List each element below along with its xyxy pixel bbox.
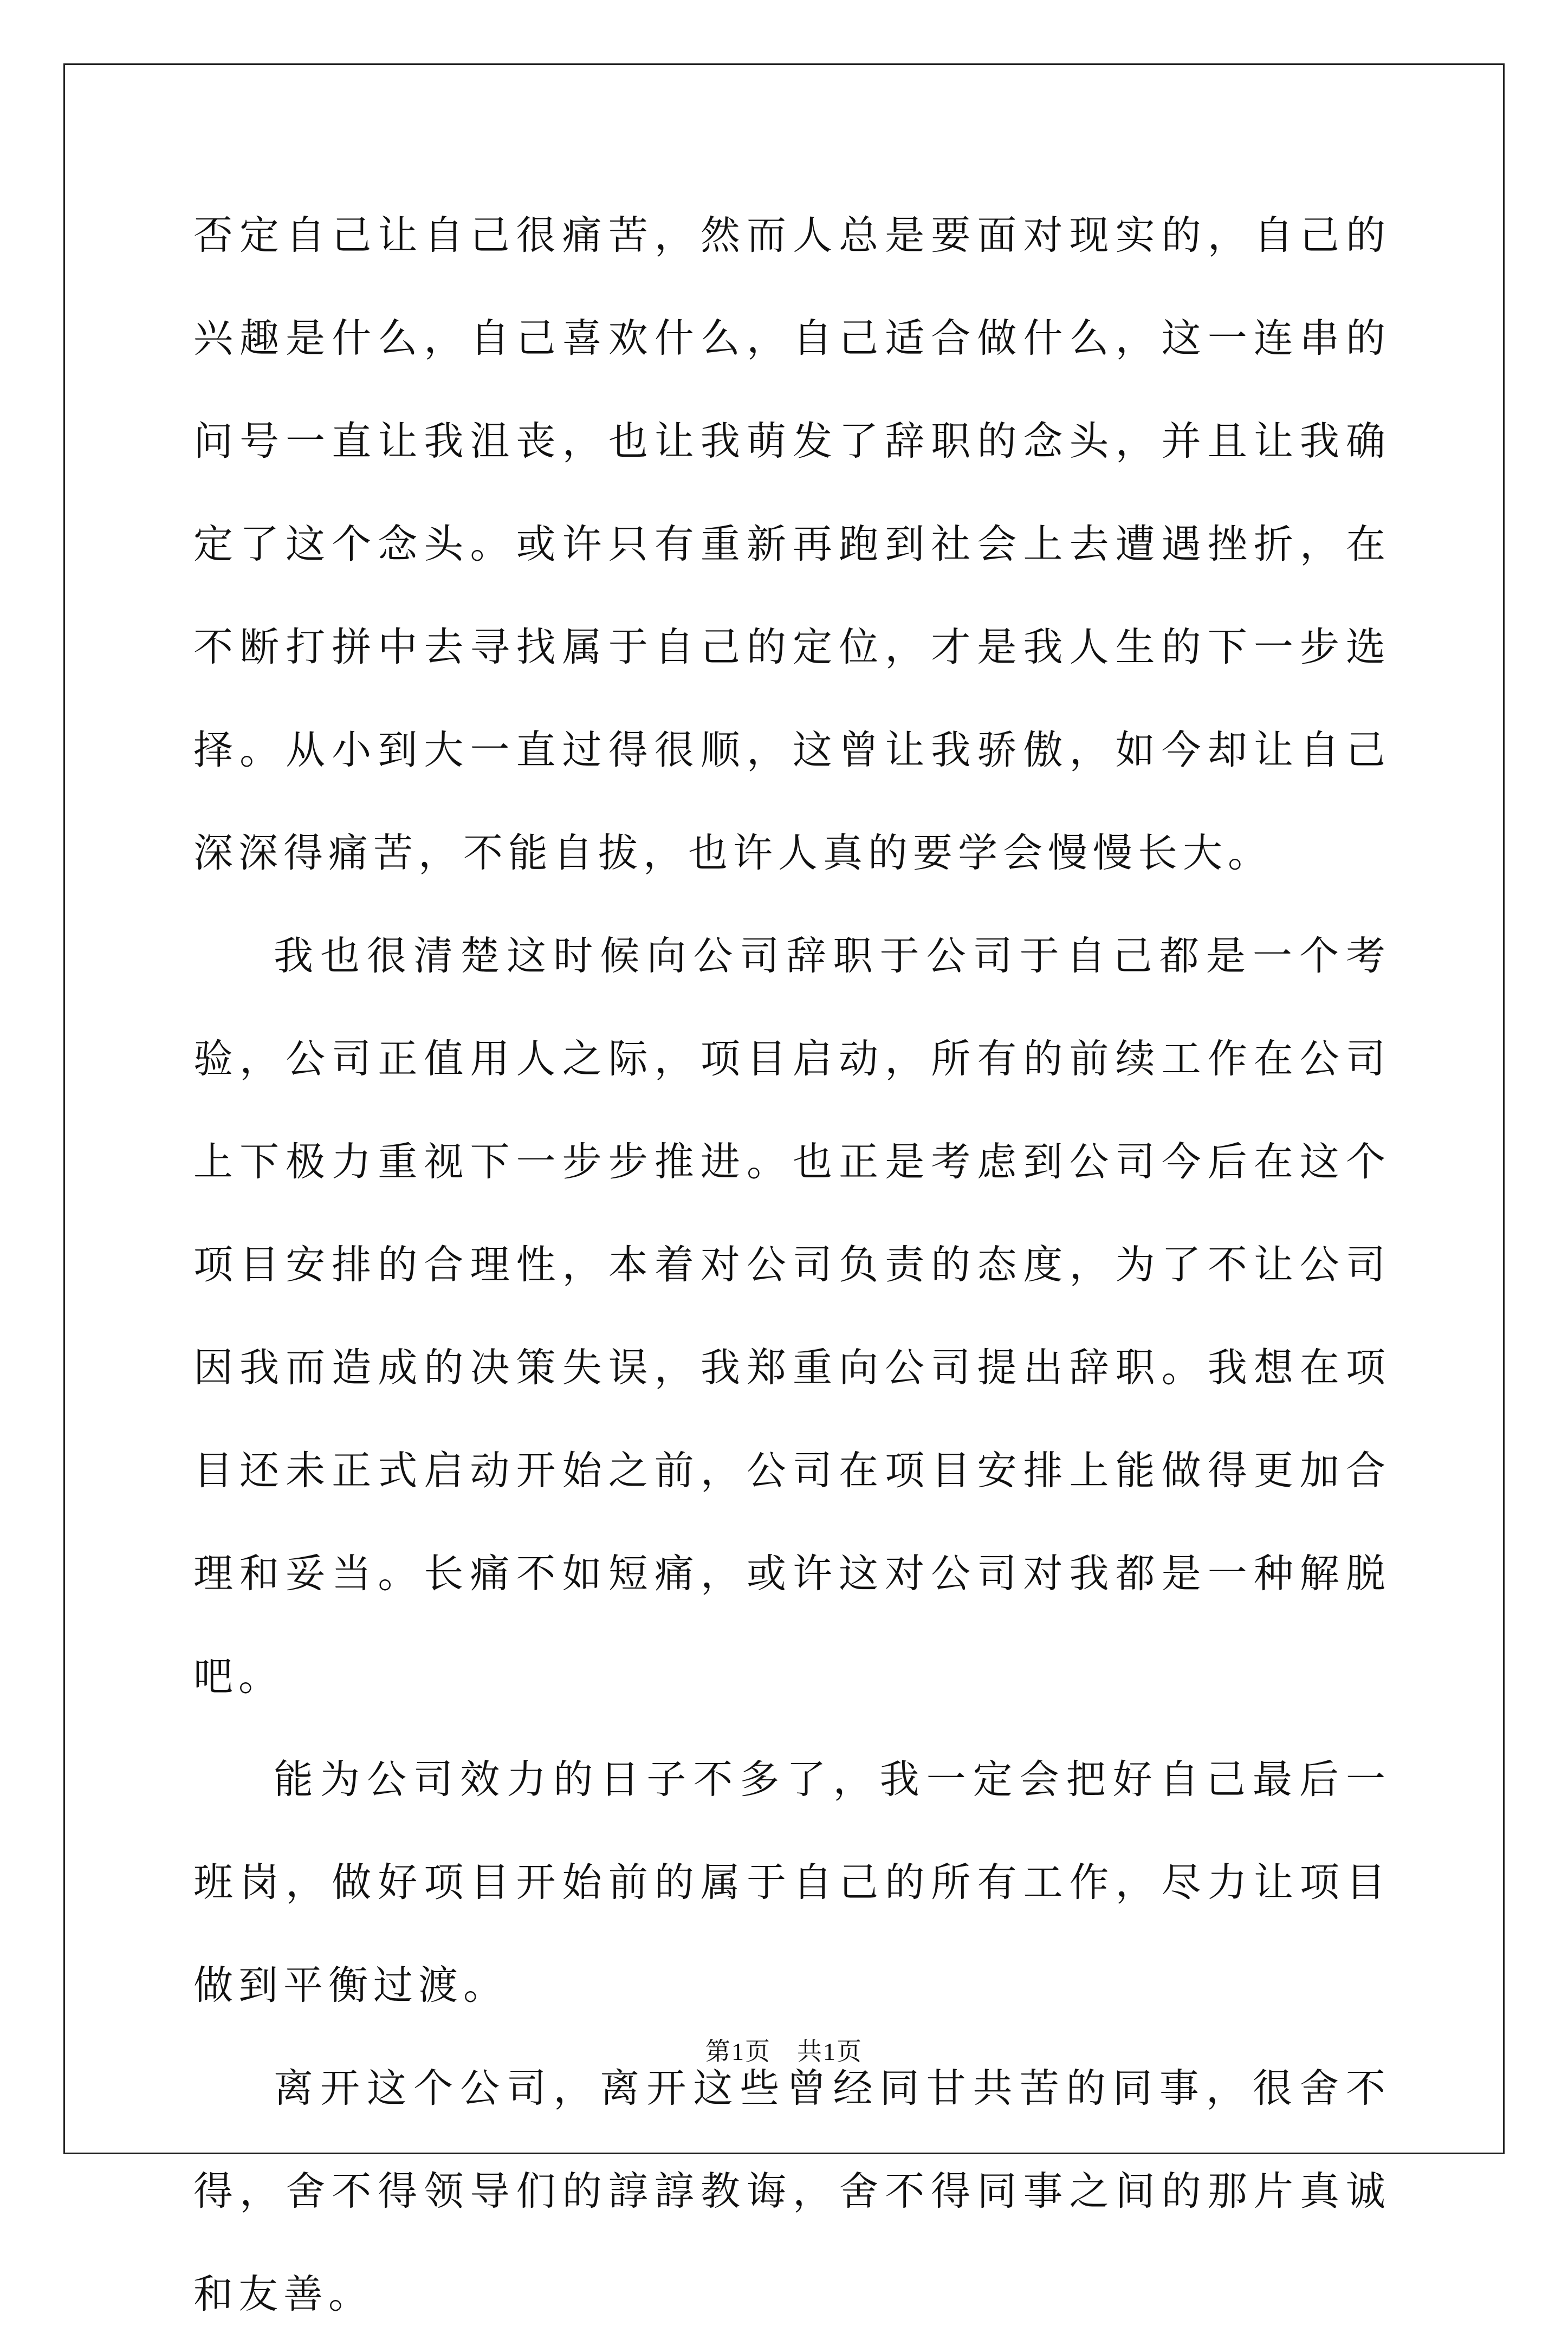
paragraph-4: 离开这个公司，离开这些曾经同甘共苦的同事，很舍不得，舍不得领导们的諄諄教诲，舍不得同事之间的那片真诚和友善。 [193, 2065, 1391, 2317]
paragraph-1: 否定自己让自己很痛苦，然而人总是要面对现实的，自己的兴趣是什么，自己喜欢什么，自己适合做什么，这一连串的问号一直让我沮丧，也让我萌发了辞职的念头，并且让我确定了这个念头。或许只有重新再跑到社会上去遭遇挫折，在不断打拼中去寻找属于自己的定位，才是我人生的下一步选择。从小到大一直过得很顺，这曾让我骄傲，如今却让自己深深得痛苦，不能自拔，也许人真的要学会慢慢长大。 [193, 212, 1391, 876]
document-body [193, 184, 1391, 2346]
page-footer: 第1页 共1页 [705, 2038, 863, 2065]
paragraph-3: 能为公司效力的日子不多了，我一定会把好自己最后一班岗，做好项目开始前的属于自己的所有工作，尽力让项目做到平衡过渡。 [193, 1757, 1391, 2008]
paragraph-2: 我也很清楚这时候向公司辞职于公司于自己都是一个考验，公司正值用人之际，项目启动，所有的前续工作在公司上下极力重视下一步步推进。也正是考虑到公司今后在这个项目安排的合理性，本着对公司负责的态度，为了不让公司因我而造成的决策失误，我郑重向公司提出辞职。我想在项目还未正式启动开始之前，公司在项目安排上能做得更加合理和妥当。长痛不如短痛，或许这对公司对我都是一种解脱吧。 [193, 933, 1391, 1700]
